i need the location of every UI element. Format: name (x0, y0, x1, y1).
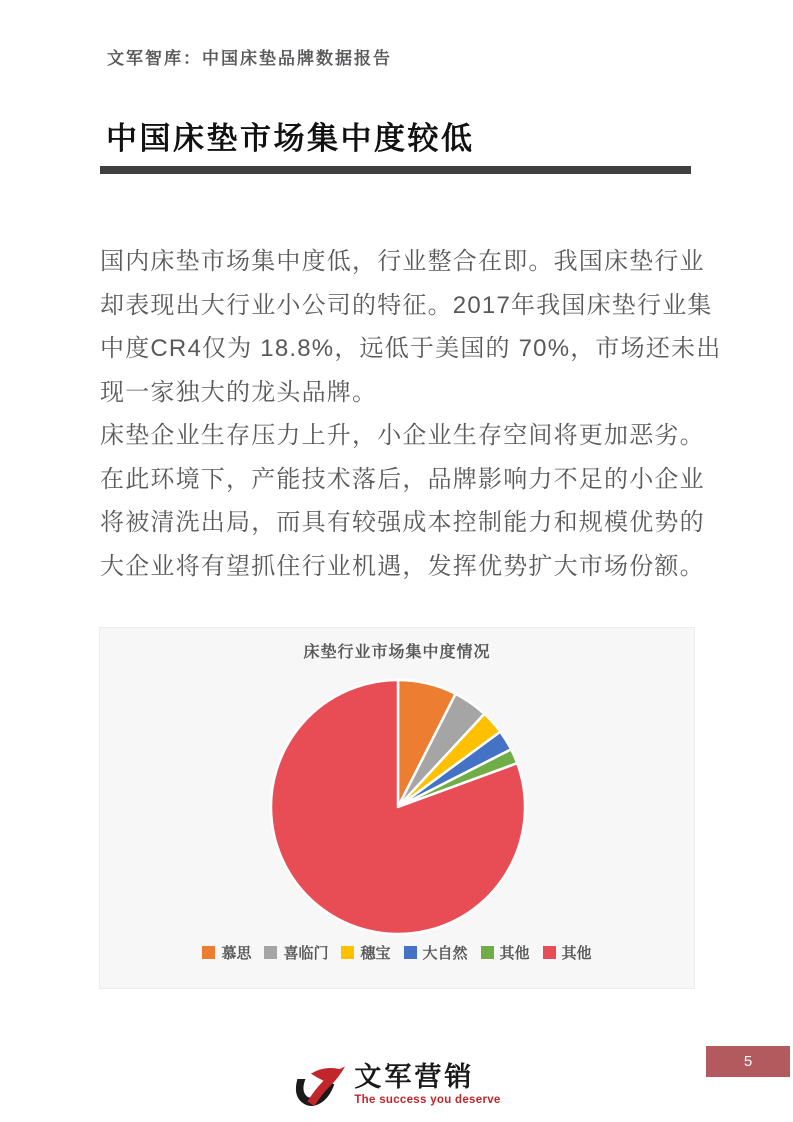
logo-tagline: The success you deserve (354, 1094, 501, 1106)
legend-item (481, 942, 530, 963)
legend-label: 慕思 (221, 945, 252, 962)
company-logo-icon (292, 1064, 346, 1112)
body-line: 现一家独大的龙头品牌。 (100, 378, 378, 406)
legend-swatch-icon (341, 946, 354, 959)
logo-text: 文军营销 (354, 1062, 475, 1092)
body-line: 却表现出大行业小公司的特征。2017年我国床垫行业集 (100, 291, 713, 319)
legend-swatch-icon (481, 946, 494, 959)
legend-item (202, 942, 251, 963)
body-line: 将被清洗出局，而具有较强成本控制能力和规模优势的 (100, 509, 705, 536)
chart-legend (100, 942, 694, 963)
title-underline-rule (100, 166, 691, 174)
legend-item (404, 942, 468, 963)
logo-text-block (354, 1062, 500, 1106)
pie-chart (258, 667, 538, 947)
page-number-badge: 5 (706, 1046, 790, 1077)
chart-card (99, 627, 695, 989)
body-line: 中度CR4仅为 18.8%，远低于美国的 70%，市场还未出 (100, 335, 722, 362)
report-header: 文军智库：中国床垫品牌数据报告 (107, 49, 392, 68)
legend-swatch-icon (202, 946, 215, 959)
legend-label: 喜临门 (283, 945, 329, 962)
legend-item (264, 942, 328, 963)
chart-title: 床垫行业市场集中度情况 (303, 644, 491, 661)
legend-label: 其他 (561, 945, 592, 962)
legend-swatch-icon (264, 946, 277, 959)
legend-item (341, 942, 390, 963)
body-line: 大企业将有望抓住行业机遇，发挥优势扩大市场份额。 (100, 552, 705, 580)
page-title: 中国床垫市场集中度较低 (106, 121, 475, 156)
footer (0, 1062, 793, 1112)
body-line: 国内床垫市场集中度低，行业整合在即。我国床垫行业 (100, 248, 705, 275)
legend-label: 大自然 (422, 945, 468, 962)
body-line: 床垫企业生存压力上升，小企业生存空间将更加恶劣。 (100, 422, 705, 449)
legend-swatch-icon (404, 946, 417, 959)
body-text (100, 240, 722, 588)
legend-item (543, 942, 592, 963)
legend-label: 穗宝 (360, 945, 391, 962)
body-line: 在此环境下，产能技术落后，品牌影响力不足的小企业 (100, 465, 705, 493)
legend-swatch-icon (543, 946, 556, 959)
legend-label: 其他 (499, 945, 530, 962)
